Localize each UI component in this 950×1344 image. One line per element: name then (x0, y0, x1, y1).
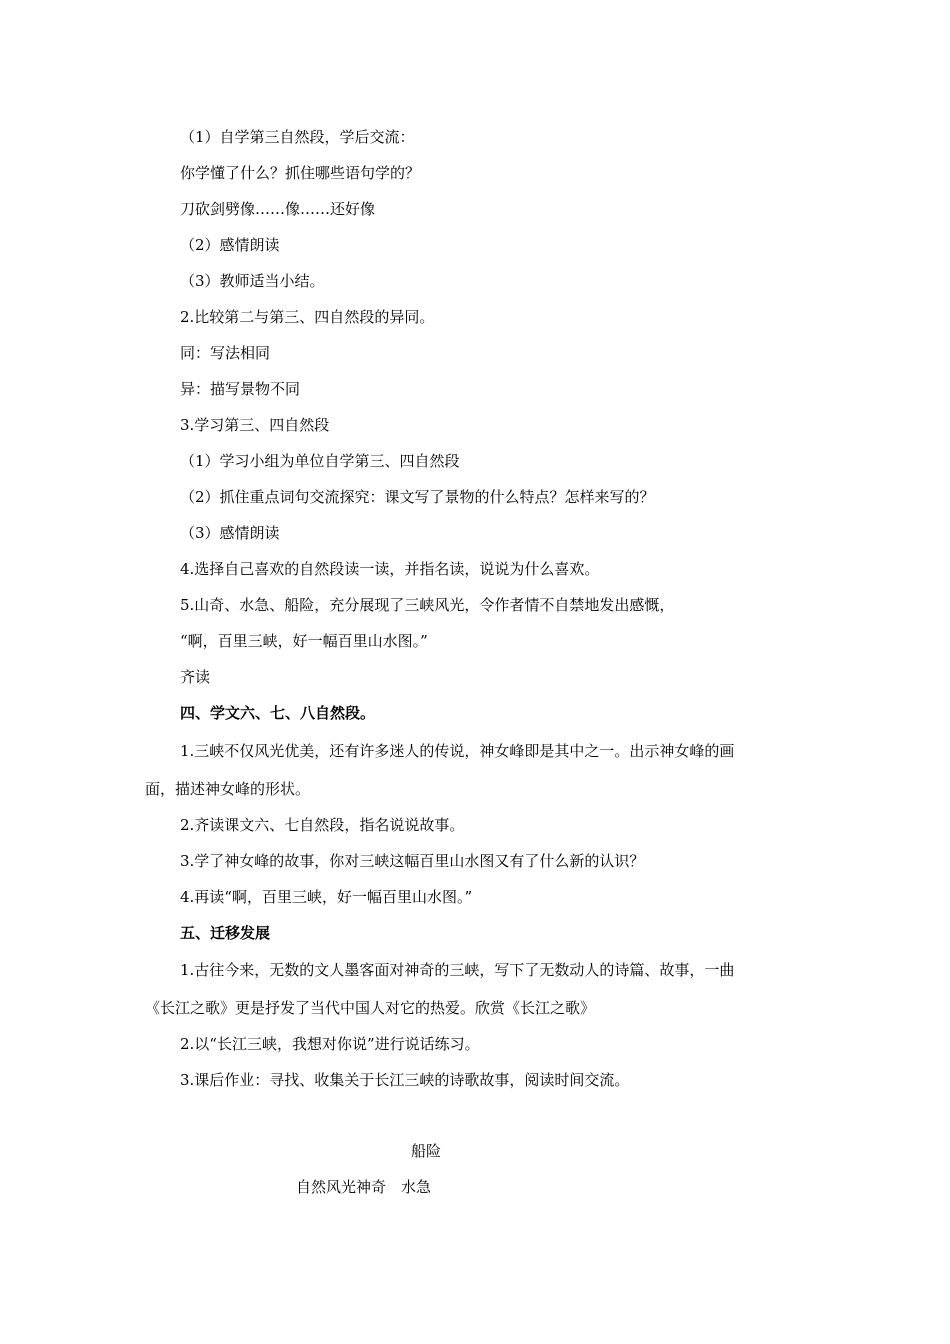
text-line: 齐读 (180, 668, 211, 686)
board-line-1: 船险 (411, 1142, 442, 1160)
text-line: 刀砍剑劈像……像……还好像 (180, 200, 376, 218)
text-line: 3.学习第三、四自然段 (180, 416, 330, 434)
text-line: （1）学习小组为单位自学第三、四自然段 (180, 452, 460, 470)
text-line: 同：写法相同 (180, 344, 271, 362)
text-line: 4.再读“啊，百里三峡，好一幅百里山水图。” (180, 888, 473, 906)
text-line: 5.山奇、水急、船险，充分展现了三峡风光，令作者情不自禁地发出感慨， (180, 596, 675, 614)
text-line: 3.课后作业：寻找、收集关于长江三峡的诗歌故事，阅读时间交流。 (180, 1071, 630, 1089)
board-line-2: 自然风光神奇 水急 (296, 1178, 432, 1196)
section-heading-5: 五、迁移发展 (180, 924, 271, 942)
text-line: 1.三峡不仅风光优美，还有许多迷人的传说，神女峰即是其中之一。出示神女峰的画 (180, 742, 735, 760)
text-line: 异：描写景物不同 (180, 380, 301, 398)
text-line: （2）抓住重点词句交流探究：课文写了景物的什么特点？怎样来写的？ (180, 488, 655, 506)
text-line: （2）感情朗读 (180, 236, 280, 254)
text-line: 面，描述神女峰的形状。 (145, 780, 311, 798)
text-line: 你学懂了什么？抓住哪些语句学的？ (180, 164, 421, 182)
text-line: 2.齐读课文六、七自然段，指名说说故事。 (180, 816, 465, 834)
text-line: 2.以“长江三峡，我想对你说”进行说话练习。 (180, 1035, 480, 1053)
text-line: 3.学了神女峰的故事，你对三峡这幅百里山水图又有了什么新的认识？ (180, 852, 645, 870)
text-line: 2.比较第二与第三、四自然段的异同。 (180, 308, 435, 326)
text-line: 《长江之歌》更是抒发了当代中国人对它的热爱。欣赏《长江之歌》 (145, 999, 596, 1017)
text-line: “啊，百里三峡，好一幅百里山水图。” (180, 632, 428, 650)
text-line: （3）教师适当小结。 (180, 272, 325, 290)
section-heading-4: 四、学文六、七、八自然段。 (180, 704, 376, 722)
text-line: （3）感情朗读 (180, 524, 280, 542)
text-line: 4.选择自己喜欢的自然段读一读，并指名读，说说为什么喜欢。 (180, 560, 600, 578)
text-line: （1）自学第三自然段，学后交流： (180, 128, 415, 146)
text-line: 1.古往今来，无数的文人墨客面对神奇的三峡，写下了无数动人的诗篇、故事，一曲 (180, 961, 735, 979)
